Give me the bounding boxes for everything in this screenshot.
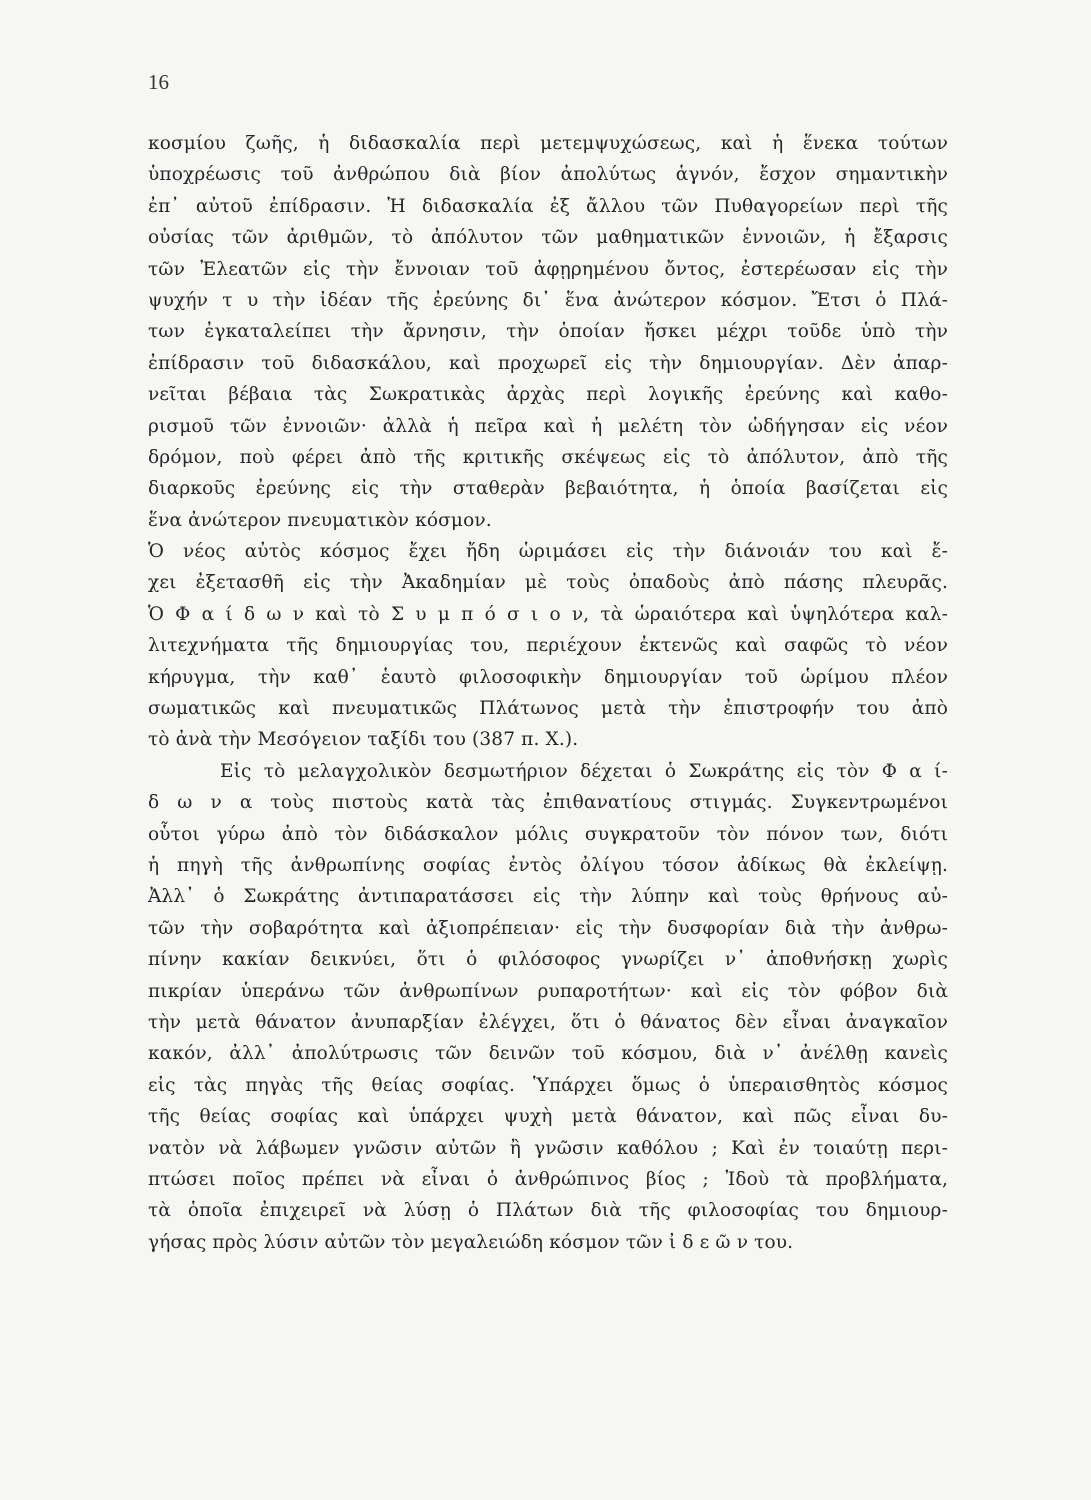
text-line: ρισμοῦ τῶν ἐννοιῶν· ἀλλὰ ἡ πεῖρα καὶ ἡ μελέτη τὸν ὡδήγησαν εἰς νέον [148, 415, 948, 437]
text-line: Ὁ νέος αὐτὸς κόσμος ἔχει ἤδη ὡριμάσει εἰς τὴν διάνοιάν του καὶ ἔ- [148, 541, 948, 563]
text-line: Ὁ Φ α ί δ ω ν καὶ τὸ Σ υ μ π ό σ ι ο ν, τὰ ὡραιότερα καὶ ὑψηλότερα καλ- [148, 603, 948, 625]
text-line: των ἐγκαταλείπει τὴν ἄρνησιν, τὴν ὁποίαν ἤσκει μέχρι τοῦδε ὑπὸ τὴν [148, 321, 948, 343]
text-line: πικρίαν ὑπεράνω τῶν ἀνθρωπίνων ρυπαροτήτων· καὶ εἰς τὸν φόβον διὰ [148, 980, 948, 1002]
text-line: νεῖται βέβαια τὰς Σωκρατικὰς ἀρχὰς περὶ λογικῆς ἐρεύνης καὶ καθο- [148, 384, 948, 406]
text-line: λιτεχνήματα τῆς δημιουργίας του, περιέχουν ἐκτενῶς καὶ σαφῶς τὸ νέον [148, 635, 948, 657]
text-line: ἡ πηγὴ τῆς ἀνθρωπίνης σοφίας ἐντὸς ὀλίγου τόσον ἀδίκως θὰ ἐκλείψῃ. [148, 854, 948, 876]
text-line: Εἰς τὸ μελαγχολικὸν δεσμωτήριον δέχεται ὁ Σωκράτης εἰς τὸν Φ α ί- [220, 760, 948, 782]
page-number: 16 [148, 70, 169, 94]
text-line: δρόμον, ποὺ φέρει ἀπὸ τῆς κριτικῆς σκέψεως εἰς τὸ ἀπόλυτον, ἀπὸ τῆς [148, 446, 948, 468]
text-line: Ἀλλ᾽ ὁ Σωκράτης ἀντιπαρατάσσει εἰς τὴν λύπην καὶ τοὺς θρήνους αὐ- [148, 886, 948, 908]
text-line: ψυχήν τ υ τὴν ἰδέαν τῆς ἐρεύνης δι᾽ ἕνα ἀνώτερον κόσμον. Ἔτσι ὁ Πλά- [148, 289, 948, 311]
text-line: οὗτοι γύρω ἀπὸ τὸν διδάσκαλον μόλις συγκρατοῦν τὸν πόνον των, διότι [148, 823, 948, 845]
text-line: εἰς τὰς πηγὰς τῆς θείας σοφίας. Ὑπάρχει ὅμως ὁ ὑπεραισθητὸς κόσμος [148, 1074, 948, 1096]
text-line: χει ἐξετασθῆ εἰς τὴν Ἀκαδημίαν μὲ τοὺς ὀπαδοὺς ἀπὸ πάσης πλευρᾶς. [148, 572, 948, 594]
text-line: οὐσίας τῶν ἀριθμῶν, τὸ ἀπόλυτον τῶν μαθηματικῶν ἐννοιῶν, ἡ ἔξαρσις [148, 227, 948, 249]
text-line: τῶν Ἐλεατῶν εἰς τὴν ἔννοιαν τοῦ ἀφῃρημένου ὄντος, ἐστερέωσαν εἰς τὴν [148, 258, 948, 280]
text-line: κήρυγμα, τὴν καθ᾽ ἑαυτὸ φιλοσοφικὴν δημιουργίαν τοῦ ὡρίμου πλέον [148, 666, 948, 688]
text-line: τὰ ὁποῖα ἐπιχειρεῖ νὰ λύσῃ ὁ Πλάτων διὰ τῆς φιλοσοφίας του δημιουρ- [148, 1200, 948, 1222]
text-line: κακόν, ἀλλ᾽ ἀπολύτρωσις τῶν δεινῶν τοῦ κόσμου, διὰ ν᾽ ἀνέλθῃ κανεὶς [148, 1043, 948, 1065]
text-line: τῆς θείας σοφίας καὶ ὑπάρχει ψυχὴ μετὰ θάνατον, καὶ πῶς εἶναι δυ- [148, 1106, 948, 1128]
text-line: πίνην κακίαν δεικνύει, ὅτι ὁ φιλόσοφος γνωρίζει ν᾽ ἀποθνήσκῃ χωρὶς [148, 949, 948, 971]
text-line: τῶν τὴν σοβαρότητα καὶ ἀξιοπρέπειαν· εἰς τὴν δυσφορίαν διὰ τὴν ἀνθρω- [148, 917, 948, 939]
text-line: νατὸν νὰ λάβωμεν γνῶσιν αὐτῶν ἢ γνῶσιν καθόλου ; Καὶ ἐν τοιαύτῃ περι- [148, 1137, 948, 1159]
body-text [148, 128, 948, 1258]
text-line: ἐπίδρασιν τοῦ διδασκάλου, καὶ προχωρεῖ εἰς τὴν δημιουργίαν. Δὲν ἀπαρ- [148, 352, 948, 374]
text-line: γήσας πρὸς λύσιν αὐτῶν τὸν μεγαλειώδη κόσμον τῶν ἰ δ ε ῶ ν του. [148, 1231, 794, 1253]
text-line: ὑποχρέωσις τοῦ ἀνθρώπου διὰ βίον ἀπολύτως ἁγνόν, ἔσχον σημαντικὴν [148, 164, 948, 186]
text-line: κοσμίου ζωῆς, ἡ διδασκαλία περὶ μετεμψυχώσεως, καὶ ἡ ἕνεκα τούτων [148, 133, 948, 154]
text-line: ἕνα ἀνώτερον πνευματικὸν κόσμον. [148, 509, 492, 531]
text-line: πτώσει ποῖος πρέπει νὰ εἶναι ὁ ἀνθρώπινος βίος ; Ἰδοὺ τὰ προβλήματα, [148, 1168, 948, 1190]
text-line: ἐπ᾽ αὐτοῦ ἐπίδρασιν. Ἡ διδασκαλία ἐξ ἄλλου τῶν Πυθαγορείων περὶ τῆς [148, 195, 948, 217]
text-line: διαρκοῦς ἐρεύνης εἰς τὴν σταθερὰν βεβαιότητα, ἡ ὁποία βασίζεται εἰς [148, 478, 948, 500]
text-line: δ ω ν α τοὺς πιστοὺς κατὰ τὰς ἐπιθανατίους στιγμάς. Συγκεντρωμένοι [148, 792, 948, 814]
text-line: τὸ ἀνὰ τὴν Μεσόγειον ταξίδι του (387 π. Χ.). [148, 729, 579, 751]
text-line: σωματικῶς καὶ πνευματικῶς Πλάτωνος μετὰ τὴν ἐπιστροφήν του ἀπὸ [148, 698, 948, 720]
text-line: τὴν μετὰ θάνατον ἀνυπαρξίαν ἐλέγχει, ὅτι ὁ θάνατος δὲν εἶναι ἀναγκαῖον [148, 1011, 948, 1033]
